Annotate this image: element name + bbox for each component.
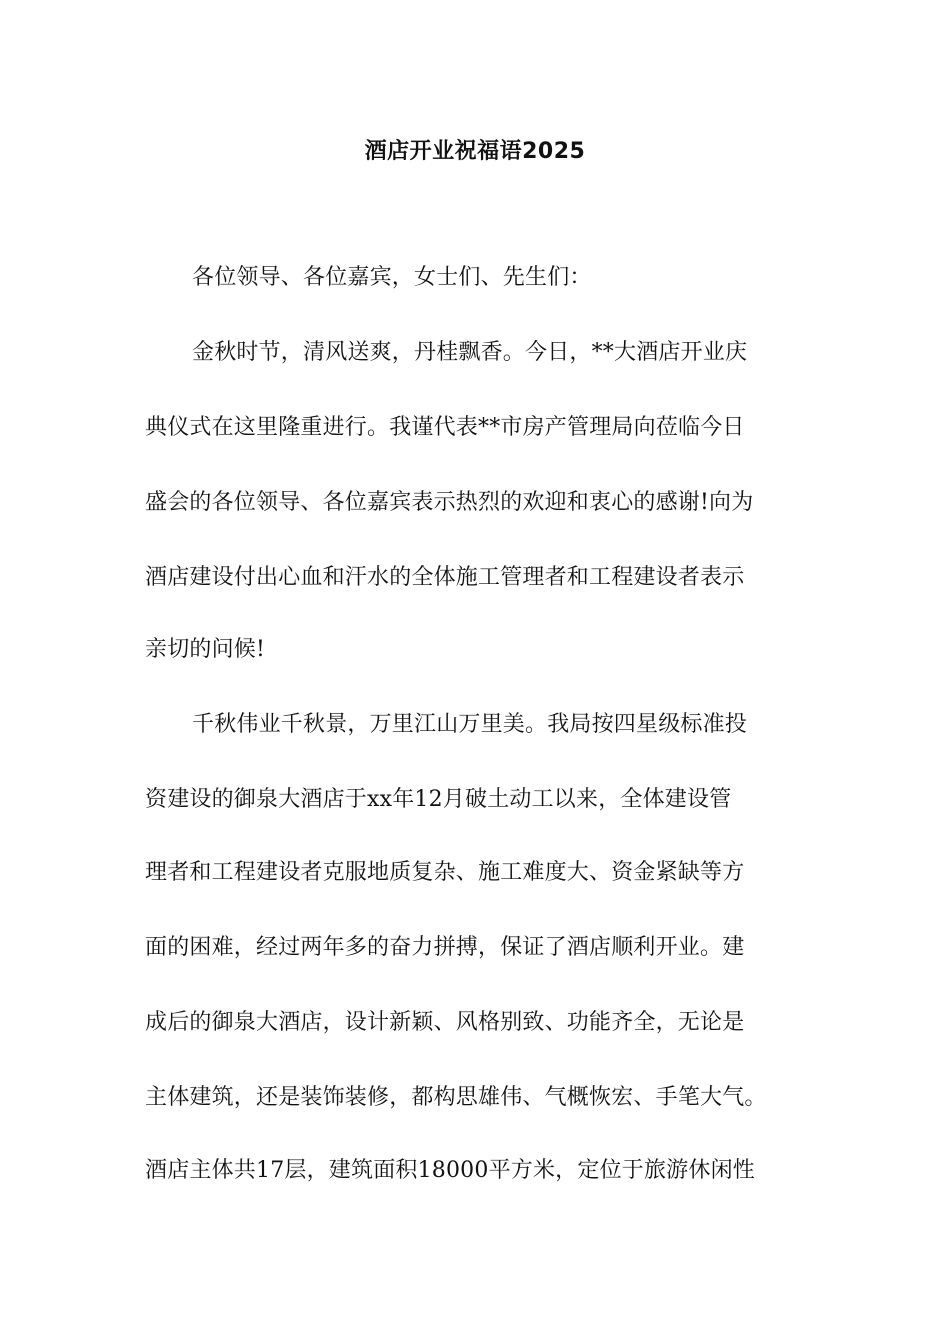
- document-title: 酒店开业祝福语2025: [364, 139, 586, 164]
- paragraph-line: 亲切的问候!: [145, 637, 266, 662]
- paragraph-line: 理者和工程建设者克服地质复杂、施工难度大、资金紧缺等方: [145, 860, 745, 885]
- paragraph-line: 各位领导、各位嘉宾，女士们、先生们：: [192, 265, 592, 290]
- paragraph-line: 酒店主体共17层，建筑面积18000平方米，定位于旅游休闲性: [145, 1158, 755, 1183]
- paragraph-line: 盛会的各位领导、各位嘉宾表示热烈的欢迎和衷心的感谢!向为: [145, 490, 754, 515]
- paragraph-line: 千秋伟业千秋景，万里江山万里美。我局按四星级标准投: [192, 712, 748, 737]
- paragraph-line: 成后的御泉大酒店，设计新颖、风格别致、功能齐全，无论是: [145, 1010, 745, 1035]
- paragraph-line: 面的困难，经过两年多的奋力拼搏，保证了酒店顺利开业。建: [145, 935, 745, 960]
- paragraph-line: 金秋时节，清风送爽，丹桂飘香。今日，**大酒店开业庆: [192, 340, 748, 365]
- paragraph-line: 典仪式在这里隆重进行。我谨代表**市房产管理局向莅临今日: [145, 415, 745, 440]
- paragraph-line: 资建设的御泉大酒店于xx年12月破土动工以来，全体建设管: [145, 787, 732, 812]
- paragraph-line: 酒店建设付出心血和汗水的全体施工管理者和工程建设者表示: [145, 565, 745, 590]
- paragraph-line: 主体建筑，还是装饰装修，都构思雄伟、气概恢宏、手笔大气。: [145, 1085, 767, 1110]
